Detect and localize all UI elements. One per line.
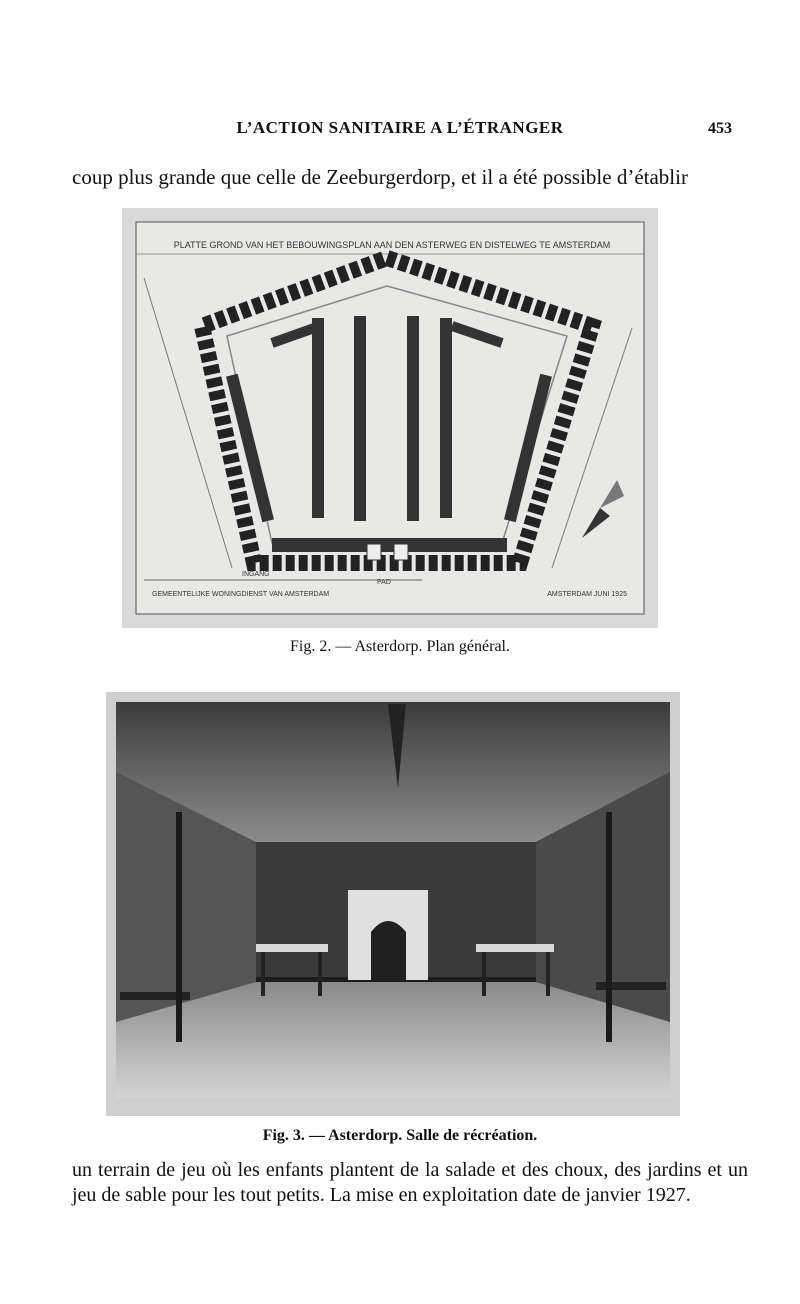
body-text-top-line: coup plus grande que celle de Zeeburgerdorp, et il a été possible d’établir: [72, 165, 688, 189]
plan-footer-left: GEMEENTELIJKE WONINGDIENST VAN AMSTERDAM: [152, 591, 330, 598]
recreation-hall-drawing: [106, 692, 680, 1116]
plan-title: PLATTE GROND VAN HET BEBOUWINGSPLAN AAN DEN ASTERWEG EN DISTELWEG TE AMSTERDAM: [173, 240, 611, 250]
figure-2-caption: Fig. 2. — Asterdorp. Plan général.: [290, 638, 510, 655]
running-title: L’ACTION SANITAIRE A L’ÉTRANGER: [236, 118, 564, 137]
figure-3-photo: [106, 692, 680, 1116]
plan-label-pad: PAD: [377, 579, 391, 586]
plan-footer-right: AMSTERDAM JUNI 1925: [547, 591, 627, 598]
page-number: 453: [708, 120, 732, 137]
figure-3-caption: Fig. 3. — Asterdorp. Salle de récréation.: [262, 1127, 538, 1144]
site-plan-drawing: [122, 208, 658, 628]
figure-2-site-plan: [122, 208, 658, 628]
body-text-paragraph: un terrain de jeu où les enfants plantent de la salade et des choux, des jardins et un jeu de sable pour les tout petits. La mise en exploitation date de janvier 1927.: [72, 1159, 748, 1206]
plan-label-ingang: INGANG: [242, 571, 270, 578]
